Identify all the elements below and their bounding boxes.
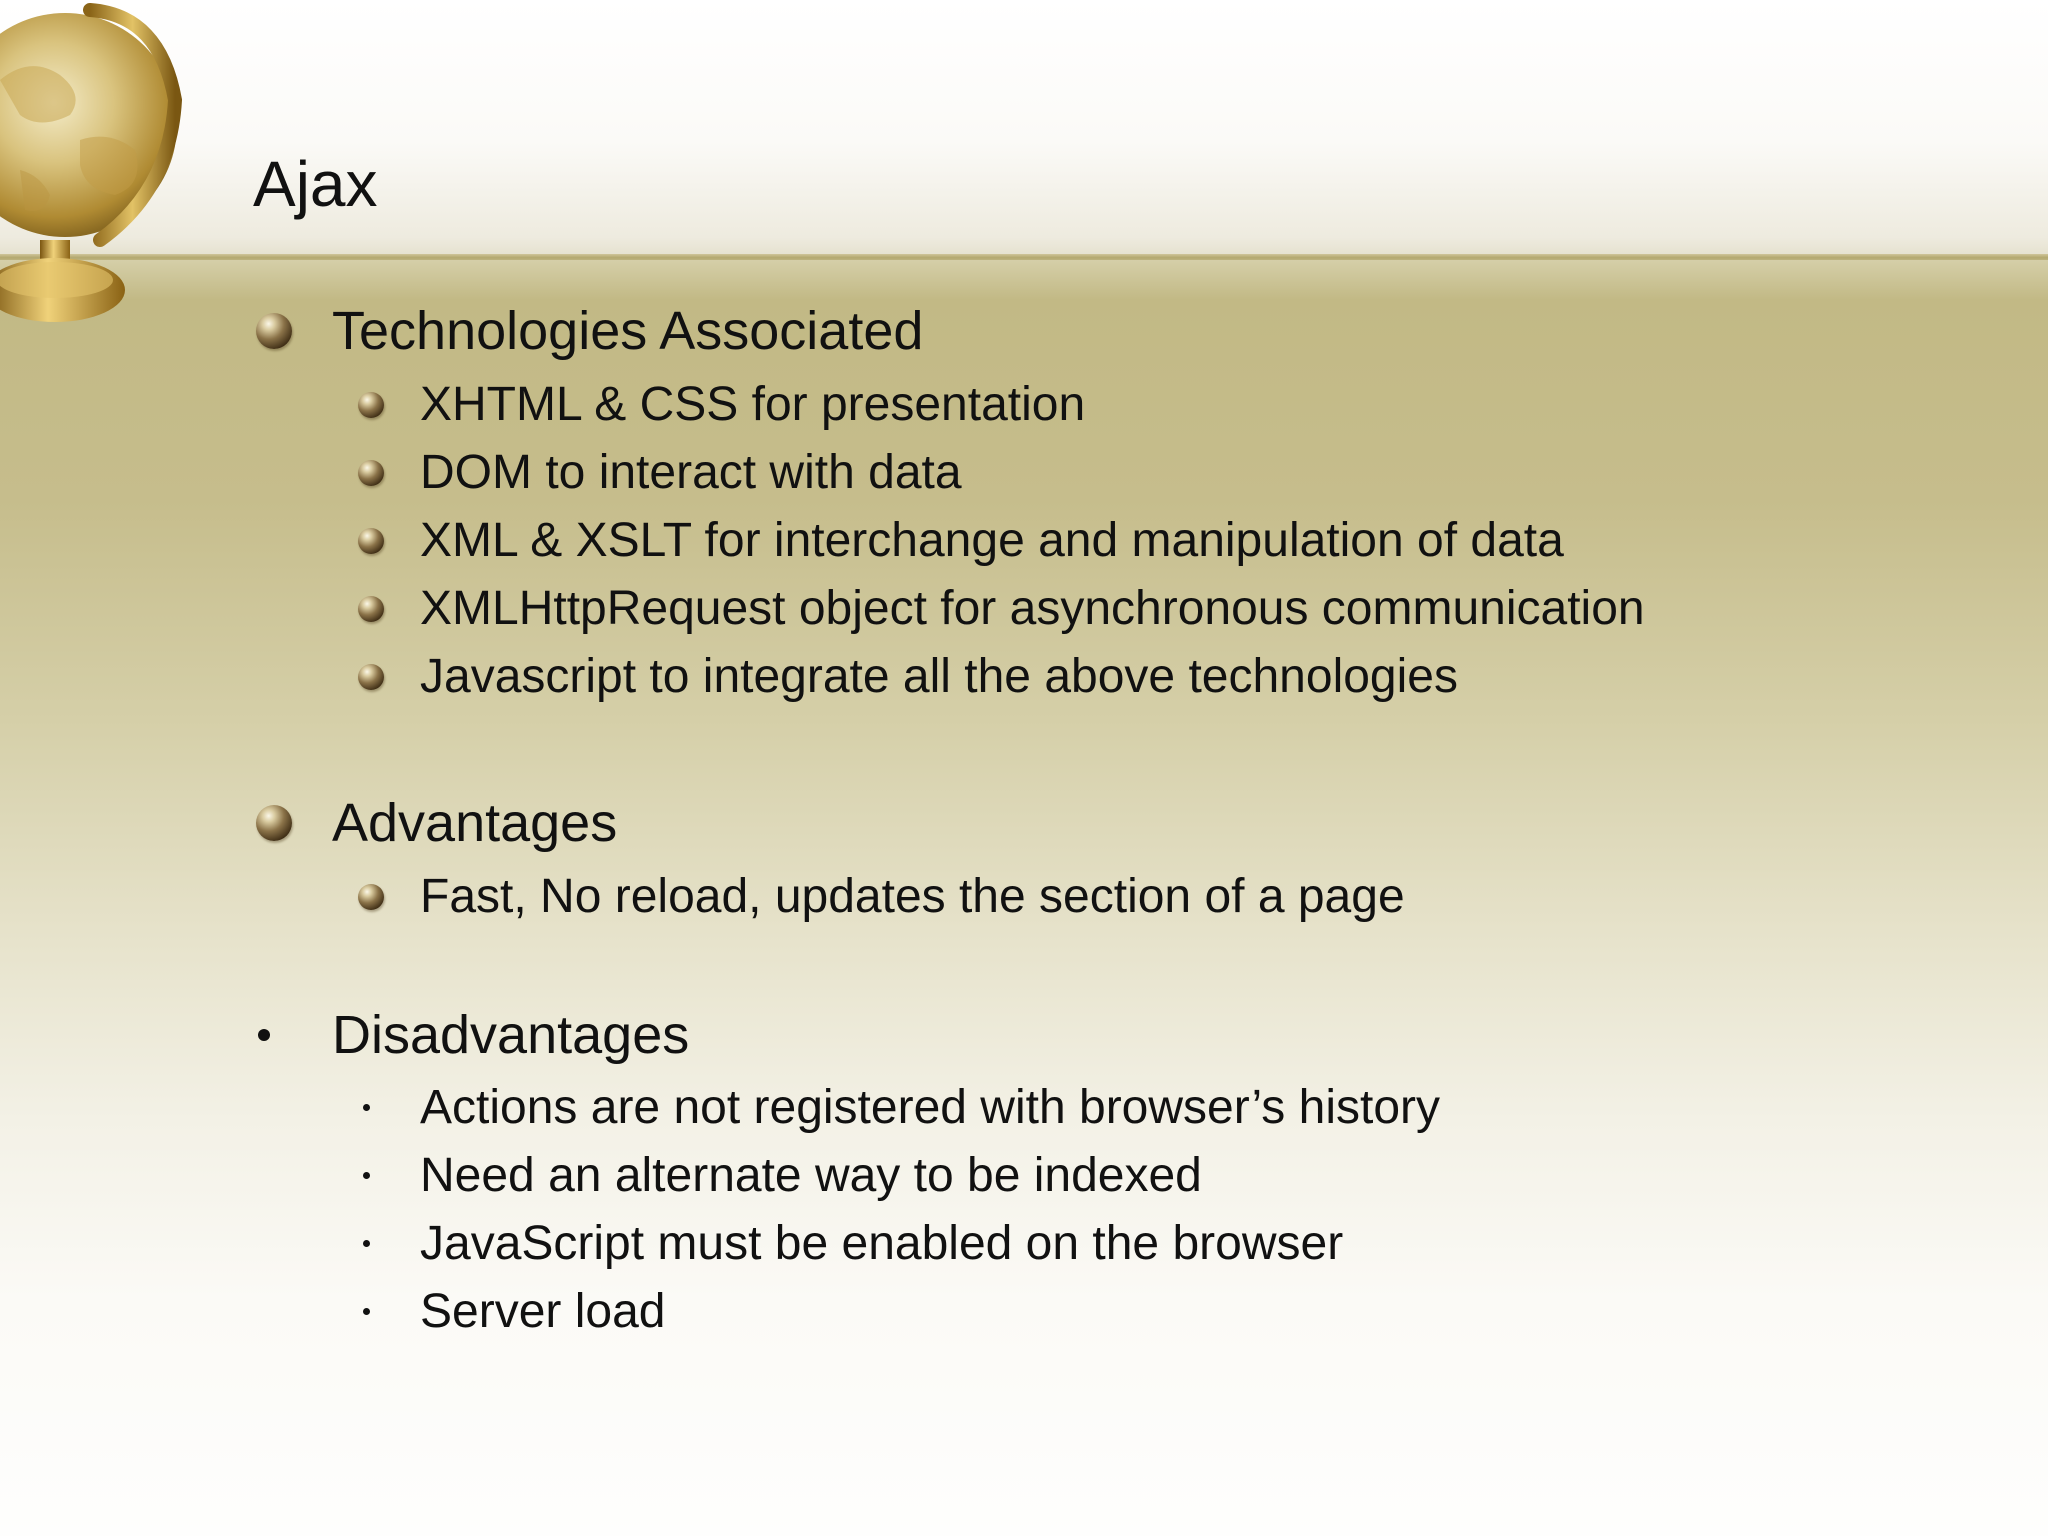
list-item-text: Javascript to integrate all the above technologies	[420, 650, 1458, 703]
dot-bullet-icon	[356, 1240, 376, 1247]
dot-bullet-icon	[356, 1308, 376, 1315]
orb-bullet-icon	[356, 664, 386, 690]
section-disadvantages	[254, 1004, 689, 1066]
section-heading: Advantages	[332, 793, 618, 853]
slide-title: Ajax	[253, 148, 378, 220]
list-item	[356, 445, 962, 500]
list-item	[356, 513, 1564, 568]
list-item	[356, 377, 1085, 432]
orb-bullet-icon	[356, 392, 386, 418]
section-heading: Disadvantages	[332, 1005, 690, 1065]
orb-bullet-icon	[356, 596, 386, 622]
list-item-text: DOM to interact with data	[420, 446, 962, 499]
orb-bullet-icon	[356, 528, 386, 554]
list-item	[356, 649, 1458, 704]
list-item-text: Server load	[420, 1285, 666, 1338]
list-item-text: Fast, No reload, updates the section of a page	[420, 870, 1405, 923]
list-item-text: XMLHttpRequest object for asynchronous communication	[420, 582, 1645, 635]
section-heading: Technologies Associated	[332, 301, 924, 361]
orb-bullet-icon	[356, 884, 386, 910]
list-item	[356, 1148, 1202, 1203]
list-item-text: Need an alternate way to be indexed	[420, 1149, 1202, 1202]
dot-bullet-icon	[356, 1104, 376, 1111]
dot-bullet-icon	[356, 1172, 376, 1179]
list-item	[356, 1284, 665, 1339]
orb-bullet-icon	[254, 313, 294, 349]
list-item-text: JavaScript must be enabled on the browser	[420, 1217, 1344, 1270]
section-technologies	[254, 300, 923, 362]
section-advantages	[254, 792, 617, 854]
list-item	[356, 1080, 1440, 1135]
orb-bullet-icon	[254, 805, 294, 841]
list-item	[356, 1216, 1343, 1271]
list-item-text: XML & XSLT for interchange and manipulation of data	[420, 514, 1564, 567]
list-item	[356, 581, 1645, 636]
list-item-text: Actions are not registered with browser’s history	[420, 1081, 1440, 1134]
dot-bullet-icon	[254, 1029, 274, 1041]
list-item-text: XHTML & CSS for presentation	[420, 378, 1086, 431]
list-item	[356, 869, 1405, 924]
orb-bullet-icon	[356, 460, 386, 486]
